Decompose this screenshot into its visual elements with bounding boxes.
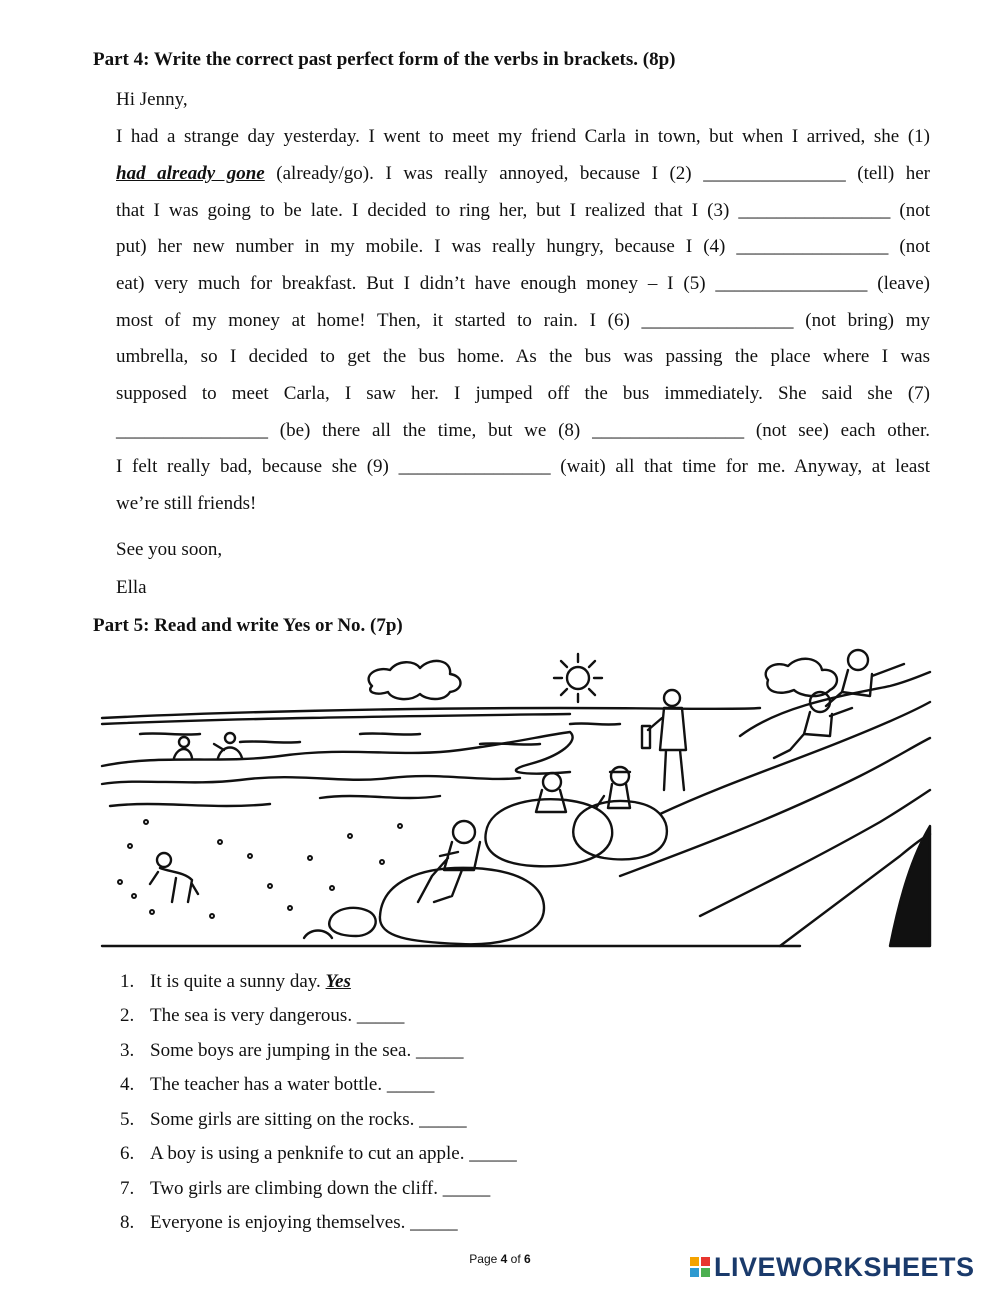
letter-line-9: ________________ (be) there all the time, but we (8) ________________ (not see) each other. [116,420,931,441]
logo-icon [690,1257,710,1277]
example-answer-yes: Yes [325,971,351,992]
teacher-standing-figure [642,690,686,790]
letter-line-3: that I was going to be late. I decided to ring her, but I realized that I (3) ________________ (not [116,200,931,221]
page-number: Page 4 of 6 [469,1252,531,1266]
letter-line-4: put) her new number in my mobile. I was really hungry, because I (4) ________________ (not [116,236,930,257]
answer-blank-9[interactable]: ________________ [398,456,551,477]
cloud-icon [766,659,837,696]
answer-blank-6[interactable]: ________________ [641,310,794,331]
letter-closing: See you soon, [116,539,223,560]
swimmers-figure [174,733,242,758]
girls-sitting-figure [536,767,630,812]
part4-heading: Part 4: Write the correct past perfect form of the verbs in brackets. (8p) [93,49,676,70]
question-item[interactable]: 4. The teacher has a water bottle. _____ [120,1074,435,1095]
example-answer: had already gone [116,163,265,184]
answer-blank-7[interactable]: ________________ [116,420,268,441]
letter-line-1: I had a strange day yesterday. I went to meet my friend Carla in town, but when I arrived, she (1) [116,126,930,147]
child-collecting-figure [150,853,198,902]
answer-blank-3[interactable]: ________________ [738,200,891,221]
letter-line-10: I felt really bad, because she (9) ________________ (wait) all that time for me. Anyway, at least [116,456,931,477]
logo-text: LIVEWORKSHEETS [714,1251,975,1282]
cliff [620,672,930,946]
water-bottle-icon [642,726,650,748]
beach-illustration [100,646,932,956]
question-item[interactable]: 7. Two girls are climbing down the cliff. _____ [120,1178,491,1199]
letter-line-5: eat) very much for breakfast. But I didn’t have enough money – I (5) ________________ (leave) [116,273,931,294]
boy-sitting-figure [418,821,480,902]
cloud-icon [369,661,461,699]
answer-blank-5[interactable]: ________________ [715,273,868,294]
answer-blank-4[interactable]: ________________ [736,236,889,257]
liveworksheets-logo[interactable] [690,1252,975,1282]
answer-blank-2[interactable]: _______________ [703,163,846,184]
question-item[interactable]: 8. Everyone is enjoying themselves. _____ [120,1212,458,1233]
question-item[interactable]: 2. The sea is very dangerous. _____ [120,1005,405,1026]
question-item[interactable]: 3. Some boys are jumping in the sea. _____ [120,1040,464,1061]
question-item[interactable]: 6. A boy is using a penknife to cut an apple. _____ [120,1143,517,1164]
letter-greeting: Hi Jenny, [116,89,188,110]
question-item[interactable]: 5. Some girls are sitting on the rocks. _____ [120,1109,467,1130]
question-item: 1. It is quite a sunny day. Yes [120,971,351,992]
letter-line-11: we’re still friends! [116,493,257,514]
answer-blank-8[interactable]: ________________ [592,420,745,441]
part5-heading: Part 5: Read and write Yes or No. (7p) [93,615,403,636]
letter-line-2: had already gone (already/go). I was really annoyed, because I (2) _______________ (tell) her [116,163,931,184]
letter-line-7: umbrella, so I decided to get the bus home. As the bus was passing the place where I was [116,346,930,367]
letter-line-6: most of my money at home! Then, it started to rain. I (6) ________________ (not bring) my [116,310,930,331]
letter-signature: Ella [116,577,147,598]
letter-line-8: supposed to meet Carla, I saw her. I jumped off the bus immediately. She said she (7) [116,383,930,404]
rocks [304,799,667,944]
sun-icon [554,654,602,702]
